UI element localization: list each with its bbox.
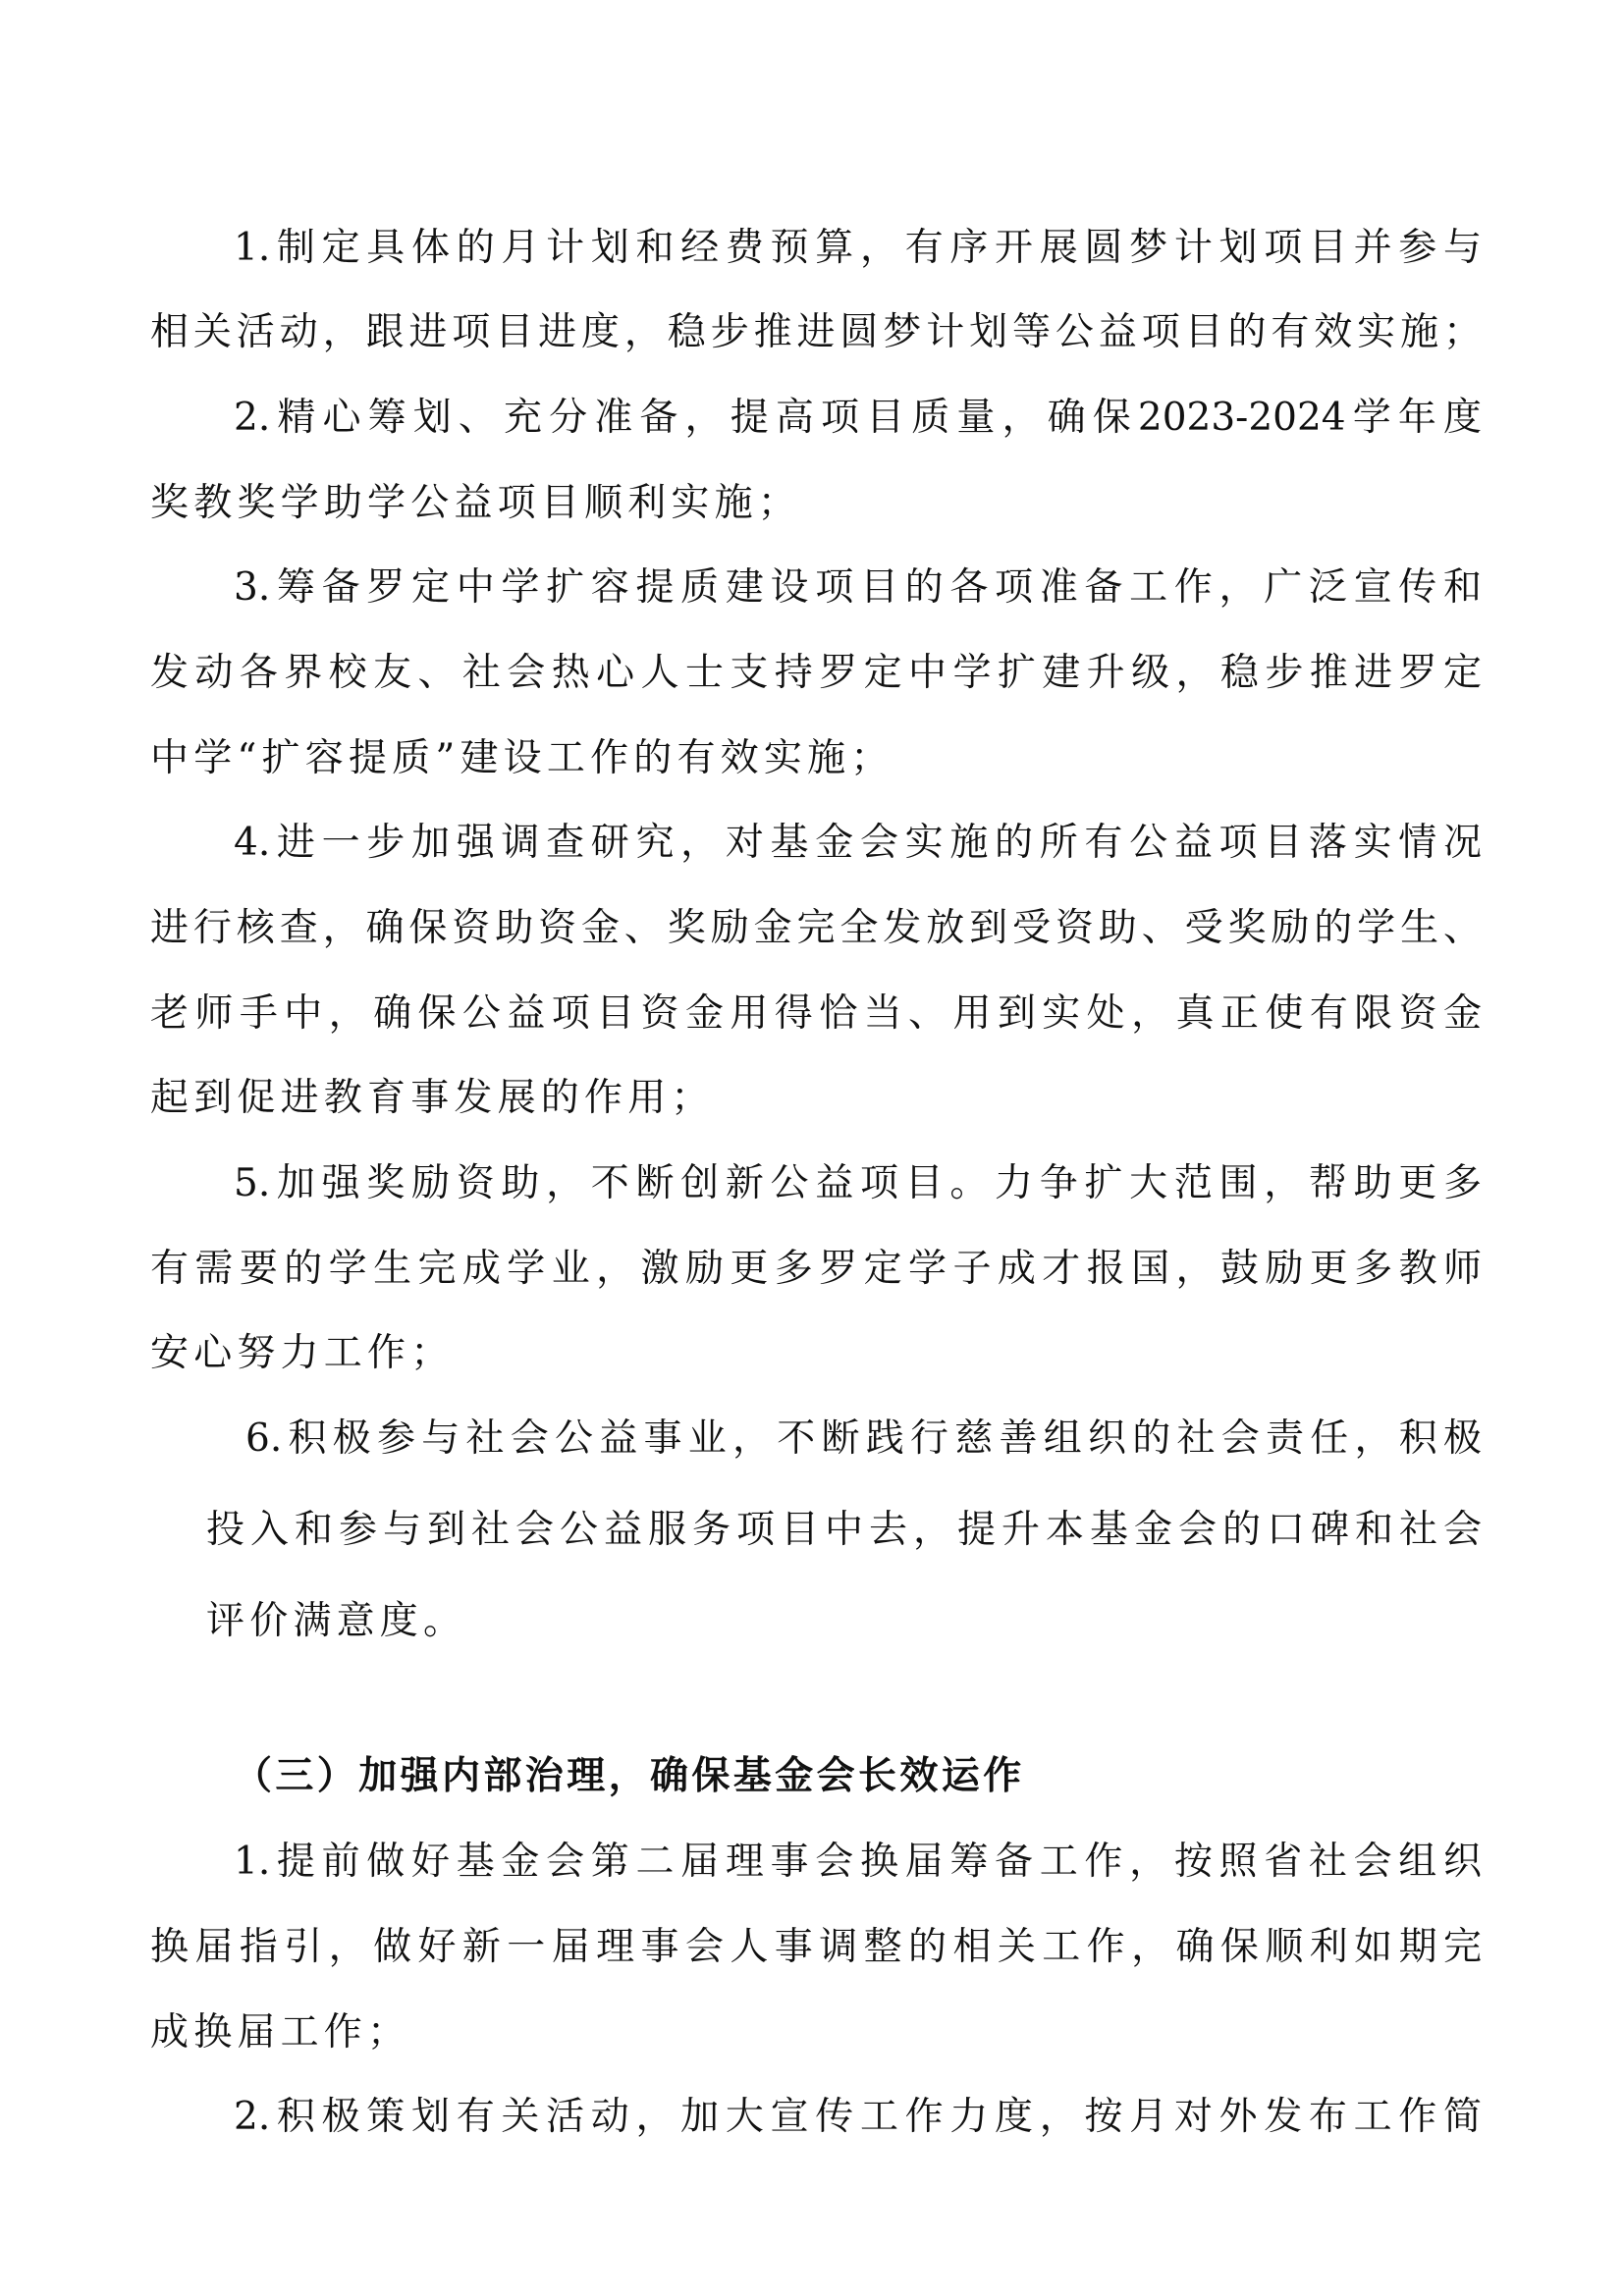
paragraph-line: 相关活动，跟进项目进度，稳步推进圆梦计划等公益项目的有效实施；	[150, 310, 1482, 354]
paragraph-line: 奖教奖学助学公益项目顺利实施；	[150, 481, 802, 525]
paragraph-line: 安心努力工作；	[150, 1331, 455, 1375]
paragraph-line: 5.加强奖励资助，不断创新公益项目。力争扩大范围，帮助更多	[234, 1161, 1482, 1205]
paragraph-line: 发动各界校友、社会热心人士支持罗定中学扩建升级，稳步推进罗定	[150, 651, 1482, 695]
paragraph-line: 评价满意度。	[206, 1599, 467, 1643]
paragraph-line: 起到促进教育事发展的作用；	[150, 1076, 715, 1120]
paragraph-line: 老师手中，确保公益项目资金用得恰当、用到实处，真正使有限资金	[150, 991, 1482, 1036]
paragraph-line: 成换届工作；	[150, 2010, 411, 2055]
paragraph-line: 有需要的学生完成学业，激励更多罗定学子成才报国，鼓励更多教师	[150, 1247, 1482, 1291]
paragraph-line: 1.制定具体的月计划和经费预算，有序开展圆梦计划项目并参与	[234, 226, 1482, 270]
paragraph-line: 4.进一步加强调查研究，对基金会实施的所有公益项目落实情况	[234, 821, 1482, 865]
paragraph-line: 2.积极策划有关活动，加大宣传工作力度，按月对外发布工作简	[234, 2095, 1482, 2139]
paragraph-line: 3.筹备罗定中学扩容提质建设项目的各项准备工作，广泛宣传和	[234, 565, 1482, 610]
paragraph-line: 换届指引，做好新一届理事会人事调整的相关工作，确保顺利如期完	[150, 1925, 1482, 1969]
paragraph-line: 2.精心筹划、充分准备，提高项目质量，确保2023-2024学年度	[234, 396, 1482, 440]
paragraph-line: 进行核查，确保资助资金、奖励金完全发放到受资助、受奖励的学生、	[150, 906, 1482, 950]
section-heading: （三）加强内部治理，确保基金会长效运作	[234, 1754, 1025, 1798]
paragraph-line: 1.提前做好基金会第二届理事会换届筹备工作，按照省社会组织	[234, 1840, 1482, 1884]
paragraph-line: 6.积极参与社会公益事业，不断践行慈善组织的社会责任，积极	[245, 1416, 1482, 1461]
paragraph-line: 投入和参与到社会公益服务项目中去，提升本基金会的口碑和社会	[206, 1508, 1482, 1552]
paragraph-line: 中学“扩容提质”建设工作的有效实施；	[150, 736, 894, 780]
